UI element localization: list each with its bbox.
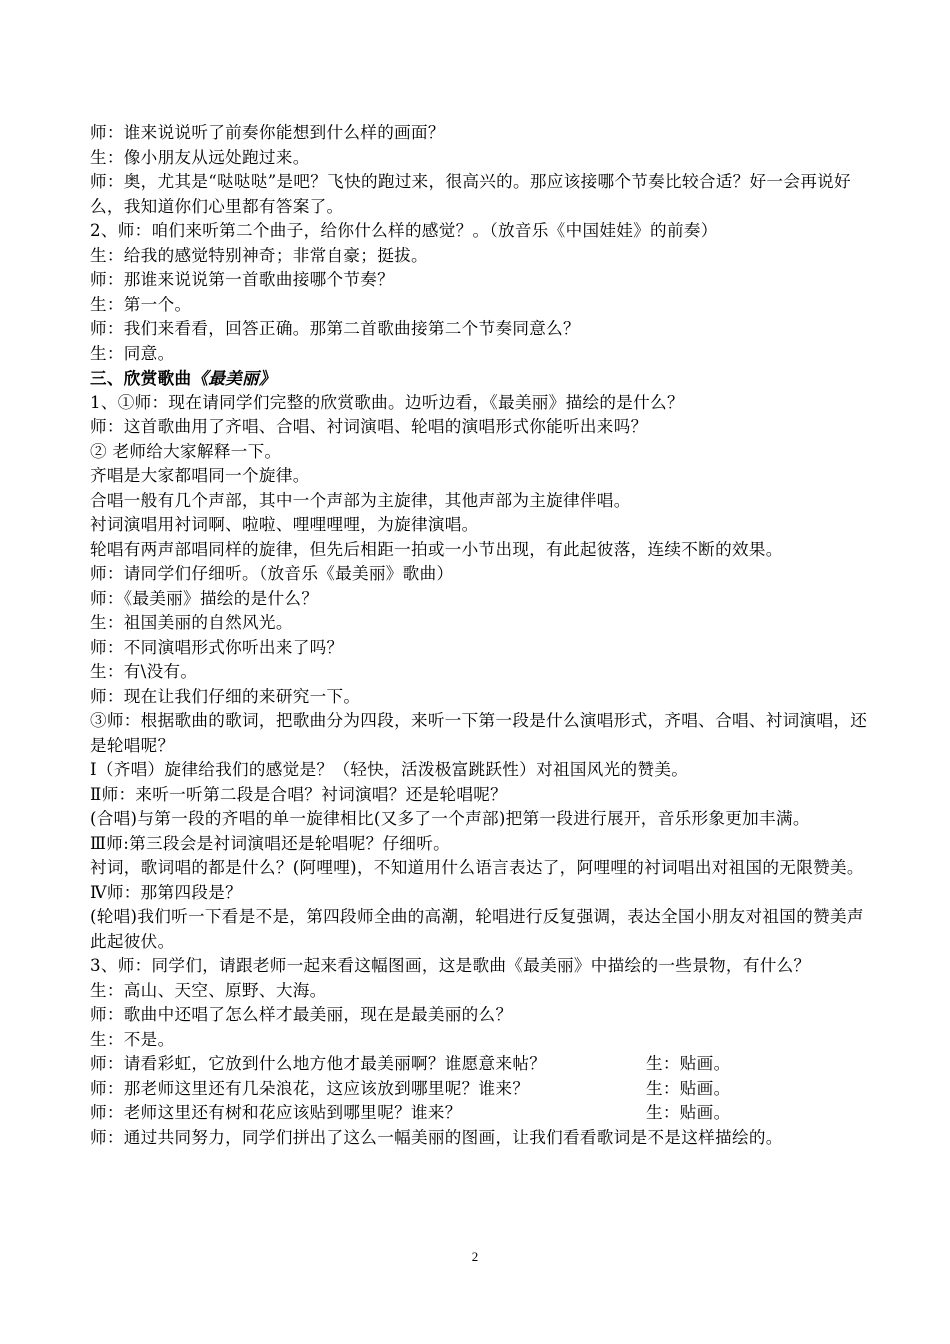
text-line: 生：像小朋友从远处跑过来。 (90, 147, 310, 167)
text-line: 衬词演唱用衬词啊、啦啦、哩哩哩哩，为旋律演唱。 (90, 515, 479, 534)
section-heading (90, 366, 880, 391)
qa-question: 师：老师这里还有树和花应该贴到哪里呢？谁来？ (90, 1103, 462, 1122)
text-line: 师：我们来看看，回答正确。那第二首歌曲接第二个节奏同意么？ (90, 319, 580, 338)
text-line: Ⅰ（齐唱）旋律给我们的感觉是？（轻快，活泼极富跳跃性）对祖国风光的赞美。 (90, 760, 689, 779)
text-line: Ⅲ师:第三段会是衬词演唱还是轮唱呢？仔细听。 (90, 833, 451, 853)
qa-answer: 生：贴画。 (646, 1078, 731, 1098)
text-line: 师：那谁来说说第一首歌曲接哪个节奏？ (90, 270, 395, 289)
text-paragraph: (合唱)与第一段的齐唱的单一旋律相比(又多了一个声部)把第一段进行展开，音乐形象更加丰满。 (90, 809, 810, 828)
text-line: 生：第一个。 (90, 294, 192, 314)
text-line: 师：请同学们仔细听。（放音乐《最美丽》歌曲） (90, 564, 454, 583)
text-line: 1、①师：现在请同学们完整的欣赏歌曲。边听边看，《最美丽》描绘的是什么？ (90, 392, 684, 412)
document-body (90, 121, 880, 1150)
text-line: 生：有\没有。 (90, 662, 198, 681)
text-line: 师：不同演唱形式你听出来了吗？ (90, 637, 344, 657)
text-line: 师：《最美丽》描绘的是什么？ (90, 588, 319, 608)
qa-question: 师：那老师这里还有几朵浪花，这应该放到哪里呢？谁来？ (90, 1078, 530, 1098)
text-line: 生：同意。 (90, 343, 175, 363)
text-line: 合唱一般有几个声部，其中一个声部为主旋律，其他声部为主旋律伴唱。 (90, 490, 631, 510)
text-paragraph: ③师：根据歌曲的歌词，把歌曲分为四段，来听一下第一段是什么演唱形式，齐唱、合唱、衬词演唱，还是轮唱呢？ (90, 711, 868, 755)
qa-line (90, 1101, 880, 1126)
text-line: 师：这首歌曲用了齐唱、合唱、衬词演唱、轮唱的演唱形式你能听出来吗？ (90, 417, 648, 436)
text-line: 师：歌曲中还唱了怎么样才最美丽，现在是最美丽的么？ (90, 1005, 513, 1024)
text-line: 齐唱是大家都唱同一个旋律。 (90, 466, 310, 485)
text-paragraph: 衬词，歌词唱的都是什么？(阿哩哩)，不知道用什么语言表达了，阿哩哩的衬词唱出对祖国的无限赞美。 (90, 858, 864, 877)
heading-prefix: 三、欣赏歌曲 (90, 368, 192, 388)
text-paragraph: 师：奥，尤其是“哒哒哒”是吧？飞快的跑过来，很高兴的。那应该接哪个节奏比较合适？好一会再说好么，我知道你们心里都有答案了。 (90, 172, 851, 216)
qa-answer: 生：贴画。 (646, 1054, 731, 1073)
text-line: 生：高山、天空、原野、大海。 (90, 980, 327, 1000)
text-line: ② 老师给大家解释一下。 (90, 441, 282, 461)
text-line: Ⅳ师：那第四段是？ (90, 882, 243, 902)
heading-song-title: 《最美丽》 (191, 368, 276, 388)
text-line: 生：祖国美丽的自然风光。 (90, 613, 293, 632)
text-line: Ⅱ师：来听一听第二段是合唱？衬词演唱？还是轮唱呢？ (90, 784, 508, 804)
text-line: 师：通过共同努力，同学们拼出了这么一幅美丽的图画，让我们看看歌词是不是这样描绘的。 (90, 1127, 783, 1147)
qa-question: 师：请看彩虹，它放到什么地方他才最美丽啊？谁愿意来帖？ (90, 1054, 547, 1073)
text-line: 2、师：咱们来听第二个曲子，给你什么样的感觉？。（放音乐《中国娃娃》的前奏） (90, 221, 718, 240)
qa-line (90, 1052, 880, 1077)
text-line: 师：谁来说说听了前奏你能想到什么样的画面？ (90, 123, 445, 142)
qa-line (90, 1077, 880, 1102)
text-paragraph: (轮唱)我们听一下看是不是，第四段师全曲的高潮，轮唱进行反复强调，表达全国小朋友对祖国的赞美声此起彼伏。 (90, 907, 864, 951)
text-line: 3、师：同学们，请跟老师一起来看这幅图画，这是歌曲《最美丽》中描绘的一些景物，有什么？ (90, 956, 811, 975)
text-line: 生：给我的感觉特别神奇；非常自豪；挺拔。 (90, 245, 428, 265)
text-line: 轮唱有两声部唱同样的旋律，但先后相距一拍或一小节出现，有此起彼落，连续不断的效果。 (90, 539, 783, 559)
text-line: 师：现在让我们仔细的来研究一下。 (90, 686, 361, 706)
text-line: 生：不是。 (90, 1029, 175, 1049)
page-number: 2 (471, 1249, 479, 1264)
qa-answer: 生：贴画。 (646, 1103, 731, 1122)
